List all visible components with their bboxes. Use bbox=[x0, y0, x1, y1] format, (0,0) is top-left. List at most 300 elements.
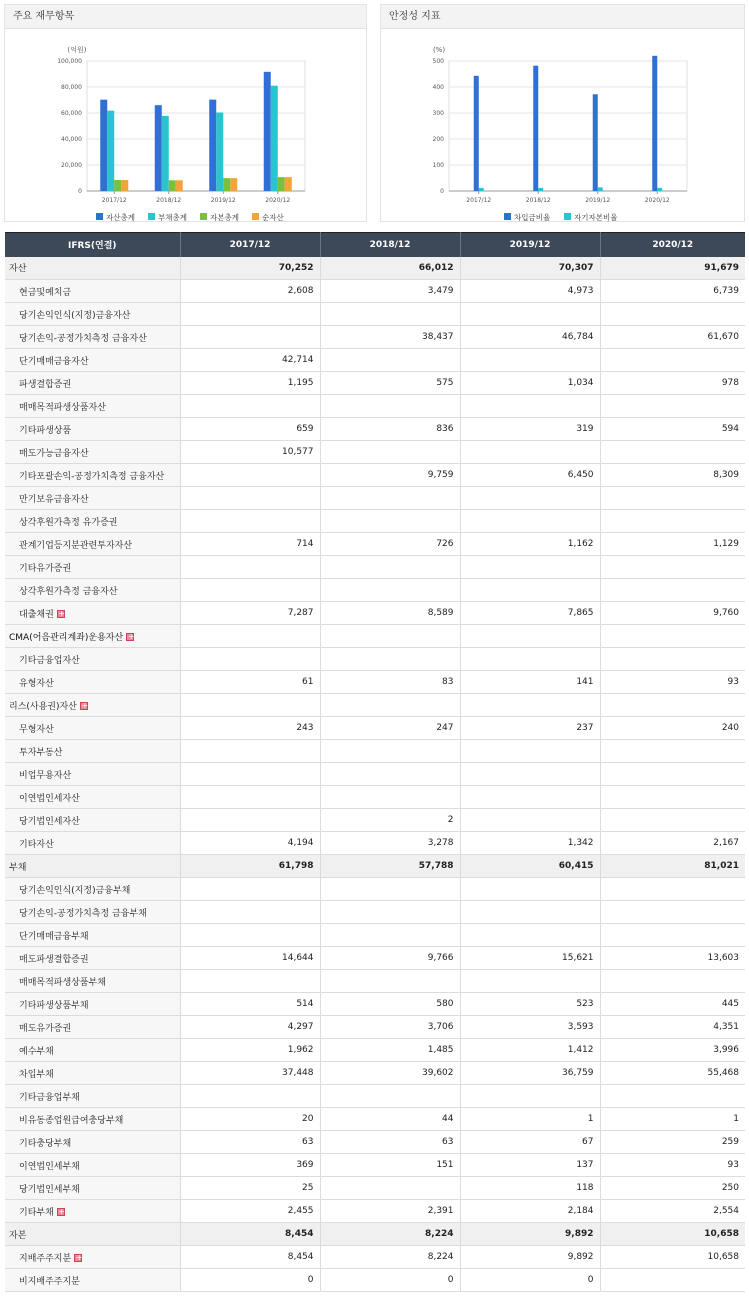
row-label bbox=[5, 809, 180, 832]
y-axis-unit: (%) bbox=[432, 46, 446, 54]
row-label bbox=[5, 1154, 180, 1177]
table-row bbox=[5, 993, 745, 1016]
row-label-text: 기타충당부채 bbox=[19, 1138, 72, 1149]
table-cell: 1,162 bbox=[460, 533, 600, 556]
row-label bbox=[5, 763, 180, 786]
bar-1-3[interactable] bbox=[657, 188, 662, 191]
row-label-text: 기타포괄손익-공정가치측정 금융자산 bbox=[19, 471, 165, 482]
legend-label[interactable]: 순자산 bbox=[262, 213, 284, 222]
row-label-text: 무형자산 bbox=[19, 724, 54, 735]
table-row bbox=[5, 326, 745, 349]
bar-2-3[interactable] bbox=[278, 177, 285, 191]
row-label-text: 매도유가증권 bbox=[19, 1023, 72, 1034]
table-cell: 14,644 bbox=[180, 947, 320, 970]
y-tick-label: 80,000 bbox=[61, 84, 82, 91]
row-label-text: 당기손익-공정가치측정 금융자산 bbox=[19, 333, 147, 344]
table-row bbox=[5, 257, 745, 280]
table-cell bbox=[180, 648, 320, 671]
table-cell bbox=[460, 786, 600, 809]
row-label-text: 이연법인세자산 bbox=[19, 793, 80, 804]
table-cell: 15,621 bbox=[460, 947, 600, 970]
table-cell: 20 bbox=[180, 1108, 320, 1131]
table-cell: 61,798 bbox=[180, 855, 320, 878]
header-2020: 2020/12 bbox=[600, 233, 745, 257]
table-cell: 57,788 bbox=[320, 855, 460, 878]
table-cell: 25 bbox=[180, 1177, 320, 1200]
table-cell bbox=[600, 809, 745, 832]
table-cell bbox=[600, 625, 745, 648]
stability-panel bbox=[380, 4, 745, 222]
table-cell bbox=[180, 970, 320, 993]
table-cell bbox=[320, 349, 460, 372]
table-cell bbox=[600, 510, 745, 533]
table-cell: 9,759 bbox=[320, 464, 460, 487]
table-cell: 243 bbox=[180, 717, 320, 740]
table-cell bbox=[460, 901, 600, 924]
table-cell: 575 bbox=[320, 372, 460, 395]
row-label-text: 이연법인세부채 bbox=[19, 1161, 80, 1172]
table-row bbox=[5, 786, 745, 809]
table-cell: 9,892 bbox=[460, 1246, 600, 1269]
bar-0-3[interactable] bbox=[652, 56, 657, 191]
table-cell: 514 bbox=[180, 993, 320, 1016]
bar-1-1[interactable] bbox=[538, 188, 543, 191]
bar-0-0[interactable] bbox=[100, 100, 107, 191]
table-cell: 9,760 bbox=[600, 602, 745, 625]
table-row bbox=[5, 809, 745, 832]
table-row bbox=[5, 1085, 745, 1108]
financial-items-chart bbox=[5, 30, 366, 222]
table-cell: 978 bbox=[600, 372, 745, 395]
bar-0-3[interactable] bbox=[264, 72, 271, 191]
y-tick-label: 500 bbox=[432, 58, 444, 65]
row-label bbox=[5, 855, 180, 878]
table-cell: 2,608 bbox=[180, 280, 320, 303]
table-cell bbox=[180, 326, 320, 349]
bar-0-1[interactable] bbox=[155, 105, 162, 191]
row-label-text: 당기손익인식(지정)금융자산 bbox=[19, 310, 131, 321]
plot-area bbox=[449, 61, 687, 191]
row-label bbox=[5, 786, 180, 809]
table-cell bbox=[460, 878, 600, 901]
table-cell bbox=[460, 510, 600, 533]
table-row bbox=[5, 1039, 745, 1062]
table-cell bbox=[320, 395, 460, 418]
table-row bbox=[5, 740, 745, 763]
row-label bbox=[5, 372, 180, 395]
row-label bbox=[5, 1177, 180, 1200]
row-label bbox=[5, 579, 180, 602]
row-label-text: 기타부채 bbox=[19, 1207, 54, 1218]
table-cell: 44 bbox=[320, 1108, 460, 1131]
expand-icon[interactable] bbox=[57, 1208, 65, 1216]
expand-icon[interactable] bbox=[57, 610, 65, 618]
bar-2-2[interactable] bbox=[223, 178, 230, 191]
table-cell: 0 bbox=[460, 1269, 600, 1292]
bar-0-2[interactable] bbox=[209, 100, 216, 191]
table-cell bbox=[180, 786, 320, 809]
table-cell: 726 bbox=[320, 533, 460, 556]
table-cell: 61,670 bbox=[600, 326, 745, 349]
y-tick-label: 300 bbox=[432, 110, 444, 117]
bar-0-1[interactable] bbox=[533, 66, 538, 191]
table-row bbox=[5, 1016, 745, 1039]
row-label bbox=[5, 533, 180, 556]
row-label-text: 기타금융업부채 bbox=[19, 1092, 80, 1103]
row-label-text: 현금및예치금 bbox=[19, 287, 72, 298]
legend-label[interactable]: 자기자본비율 bbox=[574, 213, 618, 222]
table-cell bbox=[320, 763, 460, 786]
table-cell bbox=[460, 579, 600, 602]
table-cell: 55,468 bbox=[600, 1062, 745, 1085]
table-cell bbox=[460, 740, 600, 763]
table-cell: 319 bbox=[460, 418, 600, 441]
table-cell: 2,184 bbox=[460, 1200, 600, 1223]
table-cell: 8,309 bbox=[600, 464, 745, 487]
bar-1-0[interactable] bbox=[107, 111, 114, 191]
table-cell bbox=[320, 786, 460, 809]
table-cell bbox=[320, 1177, 460, 1200]
x-tick-label: 2020/12 bbox=[644, 197, 670, 204]
row-label bbox=[5, 970, 180, 993]
table-cell bbox=[460, 924, 600, 947]
y-tick-label: 400 bbox=[432, 84, 444, 91]
table-row bbox=[5, 947, 745, 970]
table-cell bbox=[460, 487, 600, 510]
bar-3-1[interactable] bbox=[176, 180, 183, 191]
table-cell: 70,252 bbox=[180, 257, 320, 280]
table-cell bbox=[320, 579, 460, 602]
row-label bbox=[5, 1085, 180, 1108]
table-cell: 247 bbox=[320, 717, 460, 740]
row-label-text: 부채 bbox=[9, 862, 27, 873]
table-cell: 8,454 bbox=[180, 1246, 320, 1269]
table-cell: 67 bbox=[460, 1131, 600, 1154]
table-cell: 659 bbox=[180, 418, 320, 441]
table-cell bbox=[600, 441, 745, 464]
row-label-text: 리스(사용권)자산 bbox=[9, 701, 77, 712]
table-row[interactable] bbox=[5, 625, 745, 648]
table-row bbox=[5, 1108, 745, 1131]
bar-2-1[interactable] bbox=[169, 180, 176, 191]
table-cell bbox=[460, 1085, 600, 1108]
table-row bbox=[5, 1062, 745, 1085]
legend-swatch bbox=[564, 213, 571, 220]
table-cell bbox=[460, 970, 600, 993]
table-cell bbox=[320, 625, 460, 648]
table-row[interactable] bbox=[5, 1246, 745, 1269]
table-cell: 10,577 bbox=[180, 441, 320, 464]
table-cell: 259 bbox=[600, 1131, 745, 1154]
table-cell bbox=[320, 487, 460, 510]
table-row bbox=[5, 1223, 745, 1246]
table-cell bbox=[180, 763, 320, 786]
row-label bbox=[5, 257, 180, 280]
row-label bbox=[5, 1269, 180, 1292]
table-row bbox=[5, 395, 745, 418]
table-cell: 4,351 bbox=[600, 1016, 745, 1039]
y-tick-label: 40,000 bbox=[61, 136, 82, 143]
table-cell bbox=[460, 625, 600, 648]
table-cell bbox=[600, 970, 745, 993]
table-cell bbox=[180, 1085, 320, 1108]
legend-swatch bbox=[252, 213, 259, 220]
table-cell: 42,714 bbox=[180, 349, 320, 372]
table-row bbox=[5, 1131, 745, 1154]
table-cell bbox=[460, 763, 600, 786]
bar-0-2[interactable] bbox=[593, 94, 598, 191]
table-cell: 83 bbox=[320, 671, 460, 694]
table-cell: 38,437 bbox=[320, 326, 460, 349]
table-cell: 1,412 bbox=[460, 1039, 600, 1062]
row-label bbox=[5, 1016, 180, 1039]
row-label-text: 매도파생결합증권 bbox=[19, 954, 89, 965]
row-label bbox=[5, 1108, 180, 1131]
row-label-text: 상각후원가측정 유가증권 bbox=[19, 517, 118, 528]
financial-table bbox=[5, 232, 745, 1292]
row-label-text: 기타파생상품 bbox=[19, 425, 72, 436]
table-cell: 2,391 bbox=[320, 1200, 460, 1223]
table-cell: 63 bbox=[180, 1131, 320, 1154]
table-cell: 1,129 bbox=[600, 533, 745, 556]
table-row bbox=[5, 1177, 745, 1200]
table-cell: 10,658 bbox=[600, 1246, 745, 1269]
table-cell bbox=[180, 303, 320, 326]
table-cell bbox=[180, 694, 320, 717]
row-label bbox=[5, 556, 180, 579]
table-cell: 8,224 bbox=[320, 1246, 460, 1269]
bar-1-3[interactable] bbox=[271, 86, 278, 191]
row-label-text: 매도가능금융자산 bbox=[19, 448, 89, 459]
table-row bbox=[5, 671, 745, 694]
bar-3-0[interactable] bbox=[121, 180, 128, 191]
table-cell bbox=[460, 303, 600, 326]
stability-chart bbox=[381, 30, 744, 222]
row-label-text: 매매목적파생상품부채 bbox=[19, 977, 106, 988]
table-cell: 60,415 bbox=[460, 855, 600, 878]
bar-3-3[interactable] bbox=[285, 177, 292, 191]
row-label bbox=[5, 740, 180, 763]
table-row bbox=[5, 763, 745, 786]
table-cell bbox=[320, 648, 460, 671]
row-label-text: 비유동종업원급여충당부채 bbox=[19, 1115, 124, 1126]
bar-1-2[interactable] bbox=[598, 187, 603, 191]
table-row[interactable] bbox=[5, 1200, 745, 1223]
table-cell bbox=[600, 1269, 745, 1292]
table-cell: 580 bbox=[320, 993, 460, 1016]
row-label bbox=[5, 1131, 180, 1154]
row-label bbox=[5, 395, 180, 418]
table-cell bbox=[180, 579, 320, 602]
table-row bbox=[5, 556, 745, 579]
row-label-text: 단기매매금융자산 bbox=[19, 356, 89, 367]
table-row bbox=[5, 441, 745, 464]
table-cell bbox=[600, 303, 745, 326]
table-cell: 46,784 bbox=[460, 326, 600, 349]
table-cell: 1 bbox=[460, 1108, 600, 1131]
row-label-text: 유형자산 bbox=[19, 678, 54, 689]
row-label-text: 상각후원가측정 금융자산 bbox=[19, 586, 118, 597]
table-cell bbox=[600, 648, 745, 671]
row-label-text: 기타유가증권 bbox=[19, 563, 72, 574]
bar-0-0[interactable] bbox=[474, 76, 479, 191]
table-cell: 81,021 bbox=[600, 855, 745, 878]
row-label bbox=[5, 1200, 180, 1223]
table-cell bbox=[320, 441, 460, 464]
row-label-text: 만기보유금융자산 bbox=[19, 494, 89, 505]
y-tick-label: 0 bbox=[78, 188, 82, 195]
table-cell bbox=[320, 924, 460, 947]
row-label bbox=[5, 717, 180, 740]
table-cell: 714 bbox=[180, 533, 320, 556]
table-cell bbox=[600, 349, 745, 372]
table-cell: 523 bbox=[460, 993, 600, 1016]
bar-2-0[interactable] bbox=[114, 180, 121, 191]
y-tick-label: 0 bbox=[440, 188, 444, 195]
legend-label[interactable]: 자산총계 bbox=[106, 213, 135, 222]
row-label bbox=[5, 832, 180, 855]
table-cell: 0 bbox=[320, 1269, 460, 1292]
table-cell: 594 bbox=[600, 418, 745, 441]
row-label bbox=[5, 1223, 180, 1246]
table-cell bbox=[460, 395, 600, 418]
table-row[interactable] bbox=[5, 694, 745, 717]
row-label-text: 단기매매금융부채 bbox=[19, 931, 89, 942]
row-label bbox=[5, 602, 180, 625]
row-label bbox=[5, 1039, 180, 1062]
row-label bbox=[5, 993, 180, 1016]
y-tick-label: 100,000 bbox=[57, 58, 82, 65]
financial-items-title: 주요 재무항목 bbox=[5, 5, 366, 29]
table-cell: 1 bbox=[600, 1108, 745, 1131]
expand-icon[interactable] bbox=[74, 1254, 82, 1262]
header-2018: 2018/12 bbox=[320, 233, 460, 257]
table-cell: 8,454 bbox=[180, 1223, 320, 1246]
bar-1-2[interactable] bbox=[216, 112, 223, 191]
y-axis-unit: (억원) bbox=[67, 46, 87, 54]
row-label bbox=[5, 924, 180, 947]
row-label bbox=[5, 1062, 180, 1085]
row-label-text: 매매목적파생상품자산 bbox=[19, 402, 106, 413]
x-tick-label: 2018/12 bbox=[156, 197, 182, 204]
table-cell bbox=[460, 648, 600, 671]
x-tick-label: 2017/12 bbox=[101, 197, 127, 204]
table-cell: 8,589 bbox=[320, 602, 460, 625]
expand-icon[interactable] bbox=[80, 702, 88, 710]
legend-label[interactable]: 차입금비율 bbox=[514, 213, 551, 222]
y-tick-label: 20,000 bbox=[61, 162, 82, 169]
y-tick-label: 100 bbox=[432, 162, 444, 169]
table-cell bbox=[460, 349, 600, 372]
bar-1-1[interactable] bbox=[162, 116, 169, 191]
table-cell bbox=[600, 579, 745, 602]
table-cell bbox=[600, 901, 745, 924]
legend-swatch bbox=[200, 213, 207, 220]
table-cell bbox=[180, 556, 320, 579]
row-label bbox=[5, 901, 180, 924]
row-label-text: 비지배주주지분 bbox=[19, 1276, 80, 1287]
table-cell: 9,892 bbox=[460, 1223, 600, 1246]
table-cell bbox=[460, 809, 600, 832]
table-cell: 61 bbox=[180, 671, 320, 694]
bar-1-0[interactable] bbox=[479, 188, 484, 191]
y-tick-label: 200 bbox=[432, 136, 444, 143]
row-label-text: 관계기업등지분관련투자자산 bbox=[19, 540, 133, 551]
bar-3-2[interactable] bbox=[230, 178, 237, 191]
table-cell: 151 bbox=[320, 1154, 460, 1177]
legend-swatch bbox=[148, 213, 155, 220]
table-cell: 93 bbox=[600, 1154, 745, 1177]
charts-area bbox=[0, 0, 749, 226]
table-cell: 1,034 bbox=[460, 372, 600, 395]
table-row bbox=[5, 579, 745, 602]
row-label bbox=[5, 280, 180, 303]
table-cell: 39,602 bbox=[320, 1062, 460, 1085]
table-cell bbox=[180, 740, 320, 763]
table-cell: 37,448 bbox=[180, 1062, 320, 1085]
table-cell bbox=[600, 786, 745, 809]
table-cell: 2,167 bbox=[600, 832, 745, 855]
table-cell: 0 bbox=[180, 1269, 320, 1292]
row-label-text: 기타금융업자산 bbox=[19, 655, 80, 666]
table-row bbox=[5, 901, 745, 924]
row-label bbox=[5, 510, 180, 533]
row-label bbox=[5, 487, 180, 510]
table-cell: 70,307 bbox=[460, 257, 600, 280]
table-row bbox=[5, 464, 745, 487]
x-tick-label: 2019/12 bbox=[585, 197, 611, 204]
table-cell: 3,706 bbox=[320, 1016, 460, 1039]
table-cell: 1,962 bbox=[180, 1039, 320, 1062]
table-cell bbox=[320, 510, 460, 533]
table-cell bbox=[320, 303, 460, 326]
row-label bbox=[5, 625, 180, 648]
row-label bbox=[5, 878, 180, 901]
table-cell bbox=[320, 878, 460, 901]
table-cell: 1,342 bbox=[460, 832, 600, 855]
x-tick-label: 2018/12 bbox=[525, 197, 551, 204]
table-cell: 2 bbox=[320, 809, 460, 832]
table-cell: 63 bbox=[320, 1131, 460, 1154]
table-header-row bbox=[5, 233, 745, 257]
row-label bbox=[5, 326, 180, 349]
table-cell: 3,996 bbox=[600, 1039, 745, 1062]
legend-label[interactable]: 자본총계 bbox=[210, 213, 239, 222]
table-cell bbox=[180, 464, 320, 487]
table-cell bbox=[180, 510, 320, 533]
table-cell bbox=[320, 901, 460, 924]
row-label-text: CMA(어음관리계좌)운용자산 bbox=[9, 632, 124, 643]
table-cell: 445 bbox=[600, 993, 745, 1016]
table-cell bbox=[460, 556, 600, 579]
legend-swatch bbox=[504, 213, 511, 220]
row-label-text: 당기손익-공정가치측정 금융부채 bbox=[19, 908, 147, 919]
table-cell bbox=[460, 694, 600, 717]
financial-items-panel bbox=[4, 4, 367, 222]
legend-label[interactable]: 부채총계 bbox=[158, 213, 187, 222]
header-2017: 2017/12 bbox=[180, 233, 320, 257]
table-row[interactable] bbox=[5, 602, 745, 625]
expand-icon[interactable] bbox=[126, 633, 134, 641]
row-label bbox=[5, 464, 180, 487]
row-label bbox=[5, 441, 180, 464]
table-cell: 7,287 bbox=[180, 602, 320, 625]
table-cell: 9,766 bbox=[320, 947, 460, 970]
table-row bbox=[5, 648, 745, 671]
table-cell: 250 bbox=[600, 1177, 745, 1200]
table-cell bbox=[320, 970, 460, 993]
legend-swatch bbox=[96, 213, 103, 220]
